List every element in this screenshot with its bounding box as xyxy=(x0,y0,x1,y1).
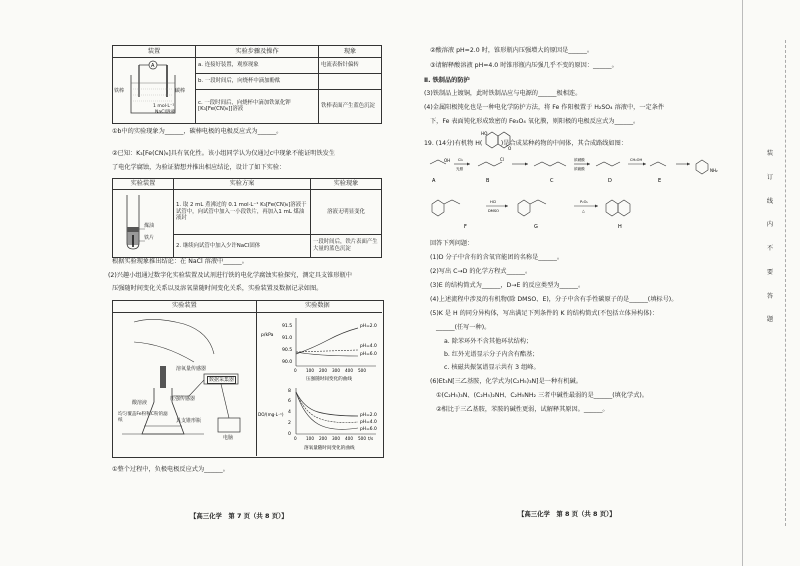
svg-text:O: O xyxy=(508,146,512,151)
experiment-table-2 xyxy=(112,178,382,258)
nacl-label: NaCl溶液 xyxy=(155,110,175,115)
answer-5e: c. 核磁共振氢谱显示共有 3 组峰。 xyxy=(444,364,540,371)
label-c: C xyxy=(550,178,554,184)
chart2-xunit: t/s xyxy=(368,436,374,441)
chart2-ytick: 4 xyxy=(288,410,291,415)
label-a: A xyxy=(432,178,436,184)
chart1-series-ph6 xyxy=(296,352,358,356)
label-g: G xyxy=(534,224,538,230)
chart1-ytick: 91.0 xyxy=(282,336,293,341)
answer-4: (4)上述流程中涉及的有机物(除 DMSO、E)，分子中含有手性碳原子的是______(填标号)。 xyxy=(430,296,678,303)
chart2-legend: pH=6.0 xyxy=(360,427,377,432)
chart2-ytick: 0 xyxy=(288,432,291,437)
table1-phenomenon-c: 铁棒表面产生蓝色沉淀 xyxy=(319,89,382,123)
table2-phenomenon-2: 一段时间后，铁片表面产生大量的蓝色沉淀 xyxy=(311,235,382,258)
do-sensor-label: 溶氧量传感器 xyxy=(176,366,207,372)
reagent: Cl₂ xyxy=(458,158,463,162)
chart2-ytick: 8 xyxy=(288,389,291,394)
chart1-xtick: 500 xyxy=(358,368,366,373)
chart1-xlabel: 压强随时间变化的曲线 xyxy=(306,377,352,382)
binding-warning: 装 订 线 内 不 要 答 题 xyxy=(766,150,774,324)
label-f: F xyxy=(464,224,467,230)
electrolysis-apparatus xyxy=(113,58,196,124)
question-2: 根据实验现象推出结论：在 NaCl 溶液中______。 xyxy=(112,258,248,265)
question-1b: ②已知：K₃[Fe(CN)₆]具有氧化性。该小组同学认为仅通过c中现象不能证明铁发生 xyxy=(112,150,336,157)
chart2-xtick: 500 xyxy=(358,436,366,441)
answer-5b: ______(任写一种)。 xyxy=(436,324,491,331)
answer-3: (3)E 的结构简式为______，D→E 的反应类型为______。 xyxy=(430,282,585,289)
chart2-ytick: 2 xyxy=(288,421,291,426)
chart2-xtick: 300 xyxy=(332,436,340,441)
chart1-xtick: 200 xyxy=(319,368,327,373)
chart2-ytick: 6 xyxy=(288,399,291,404)
cut-line xyxy=(785,40,786,526)
question-4: ①整个过程中，负极电极反应式为______。 xyxy=(112,466,229,473)
answer-6b: ②相比于三乙基胺，苯胺的碱性更弱，试解释其原因。______。 xyxy=(436,406,609,413)
right-line-6: 下，Fe 表面钝化形成致密的 Fe₃O₄ 氧化膜，则阳极的电极反应式为______。 xyxy=(430,118,640,125)
table2-header-device: 实验装置 xyxy=(113,179,174,190)
chart1-legend: pH=4.0 xyxy=(360,344,377,349)
table2-phenomenon-1: 溶液无明显变化 xyxy=(311,190,382,235)
svg-text:A: A xyxy=(151,63,155,69)
carbon-rod-label: 碳棒 xyxy=(175,88,186,94)
chart1-ytick: 90.0 xyxy=(282,360,293,365)
table1-phenomenon-a: 电流表指针偏转 xyxy=(319,58,382,74)
compound-h-structure xyxy=(480,128,514,152)
svg-text:HO: HO xyxy=(481,131,488,136)
pressure-sensor-label: 压强传感器 xyxy=(170,396,196,402)
flask-label: 具支锥形瓶 xyxy=(176,418,202,424)
table2-plan-2: 2. 继续向试管中加入少许NaCl固体 xyxy=(174,235,311,258)
table1-step-a: a. 连接好装置，观察现象 xyxy=(196,58,319,74)
table1-step-c: c. 一段时间后，向烧杯中滴加铁氰化钾[K₃[Fe(CN)₆]]溶液 xyxy=(196,89,319,123)
answer-6a: ①(C₂H₅)₃N、(C₂H₅)₂NH、C₂H₅NH₂ 三者中碱性最弱的是______(填化学式)。 xyxy=(436,392,648,399)
do-chart xyxy=(258,386,380,456)
reagent: HCl xyxy=(490,200,497,204)
kerosene-label: 煤油 xyxy=(144,223,155,229)
question-3b: 压强随时间变化关系以及溶氧量随时间变化关系，实验装置及数据记录如图。 xyxy=(112,285,323,292)
right-line-5: (4)金属阳极钝化也是一种电化学防护方法，将 Fe 作阳极置于 H₂SO₄ 溶液中，一定条件 xyxy=(424,104,665,111)
chart2-xtick: 400 xyxy=(345,436,353,441)
chart1-legend: pH=6.0 xyxy=(360,352,377,357)
chart1-xtick: 400 xyxy=(345,368,353,373)
question-3a: (2)兴趣小组通过数字化实验装置及试剂进行铁的电化学腐蚀实验探究，测定具支锥形瓶中 xyxy=(108,272,352,279)
svg-text:OH: OH xyxy=(444,158,451,163)
answer-5d: b. 红外光谱显示分子内含有酯基； xyxy=(444,351,539,358)
table3-header-device: 实验装置 xyxy=(172,302,197,309)
chart1-ylabel: p/kPa xyxy=(261,333,274,338)
left-page-footer: 【高三化学 第 7 页（共 8 页）】 xyxy=(190,512,288,520)
reagent: DMSO xyxy=(488,209,499,213)
right-line-4: (3)铁制品上镀铜，此时铁制品应与电源的______极相连。 xyxy=(424,90,582,97)
answer-header: 回答下列问题： xyxy=(430,240,474,247)
chart2-legend: pH=4.0 xyxy=(360,420,377,425)
table1-step-b: b. 一段时间后，向烧杯中滴加酚酞 xyxy=(196,73,319,89)
answer-5: (5)K 是 H 的同分异构体，写出满足下列条件的 K 的结构简式(不包括立体异构体)： xyxy=(430,310,659,317)
synthesis-scheme xyxy=(424,154,736,236)
iron-rod-label: 铁棒 xyxy=(114,88,125,94)
chart1-legend: pH=2.0 xyxy=(360,324,377,329)
right-line-2: ③请解释酸溶液 pH=4.0 时锥形瓶内压强几乎不变的原因：______。 xyxy=(430,62,618,69)
test-tube-diagram xyxy=(115,191,169,253)
computer-label: 电脑 xyxy=(223,435,234,441)
table2-header-phenomenon: 实验现象 xyxy=(311,179,382,190)
test-tube-apparatus xyxy=(113,190,174,258)
chart1-ytick: 90.5 xyxy=(282,348,293,353)
table1-header-device: 装置 xyxy=(113,46,196,58)
table1-header-phenomenon: 现象 xyxy=(319,46,382,58)
table2-header-plan: 实验方案 xyxy=(174,179,311,190)
answer-5c: a. 除苯环外不含其他环状结构； xyxy=(444,338,533,345)
table1-phenomenon-b xyxy=(319,73,382,89)
table2-plan-1: 1. 取 2 mL 煮沸过的 0.1 mol·L⁻¹ K₃[Fe(CN)₆]溶液于试管中，向试管中加入一小段铁片，再加入1 mL 煤油液封 xyxy=(174,190,311,235)
question-1: ①b中的实验现象为______，碳棒电极的电极反应式为______。 xyxy=(112,128,283,135)
chart2-series-ph4 xyxy=(296,392,358,423)
chart2-series-ph2 xyxy=(296,392,358,416)
chart2-ylabel: DO/(mg·L⁻¹) xyxy=(258,412,284,417)
question-19: 19. (14分)有机物 H( )是合成某种药物的中间体，其合成路线如图： xyxy=(424,140,628,147)
table1-header-step: 实验步骤及操作 xyxy=(196,46,319,58)
data-collector-label: 数据采集器 xyxy=(209,377,235,383)
iron-sheet-label: 铁片 xyxy=(144,235,155,241)
label-d: D xyxy=(608,178,612,184)
chart1-xtick: 300 xyxy=(332,368,340,373)
reagent: △ xyxy=(582,209,585,213)
reagent: P₂O₅ xyxy=(580,200,588,204)
answer-2: (2)写出 C→D 的化学方程式______。 xyxy=(430,268,532,275)
experiment-table-1 xyxy=(112,45,382,124)
chart2-xtick: 0 xyxy=(294,436,297,441)
chart2-series-ph6 xyxy=(296,392,358,429)
concentration-label: 1 mol·L⁻¹ xyxy=(153,104,175,109)
svg-text:Cl: Cl xyxy=(500,157,504,162)
chart2-xtick: 200 xyxy=(319,436,327,441)
reagent: 浓硫酸 xyxy=(574,167,585,171)
label-b: B xyxy=(486,178,490,184)
right-line-1: ②酸溶液 pH=2.0 时，锥形瓶内压强增大的原因是______。 xyxy=(430,47,594,54)
pressure-chart xyxy=(258,314,380,386)
acid-solution-label: 酸溶液 xyxy=(132,400,148,406)
chart1-xtick: 100 xyxy=(306,368,314,373)
chart2-xtick: 100 xyxy=(306,436,314,441)
question-1c: 了电化学腐蚀，为验证猜想并推出相应结论，设计了如下实验： xyxy=(112,164,286,171)
table3-header-data: 实验数据 xyxy=(305,302,330,309)
reagent: 光照 xyxy=(456,167,464,171)
reagent: CH₂OH xyxy=(630,158,643,162)
svg-text:NH₂: NH₂ xyxy=(710,168,718,173)
filter-paper-label: 均匀覆盖Fe粉和C粉的滤纸 xyxy=(118,412,168,423)
answer-6: (6)Et₃N[三乙基胺，化学式为(C₂H₅)₃N]是一种有机碱。 xyxy=(430,378,582,385)
label-e: E xyxy=(658,178,662,184)
answer-1: (1)D 分子中含有的含氧官能团的名称是______。 xyxy=(430,254,564,261)
reagent: 浓硝酸 xyxy=(574,158,585,162)
label-h: H xyxy=(618,224,622,230)
chart2-xlabel: 溶氧量随时间变化的曲线 xyxy=(304,446,355,451)
right-page-footer: 【高三化学 第 8 页（共 8 页）】 xyxy=(518,510,616,518)
section-ii-heading: Ⅱ. 铁制品的防护 xyxy=(424,77,470,84)
chart2-legend: pH=2.0 xyxy=(360,413,377,418)
chart1-ytick: 91.5 xyxy=(282,324,293,329)
chart1-xtick: 0 xyxy=(294,368,297,373)
